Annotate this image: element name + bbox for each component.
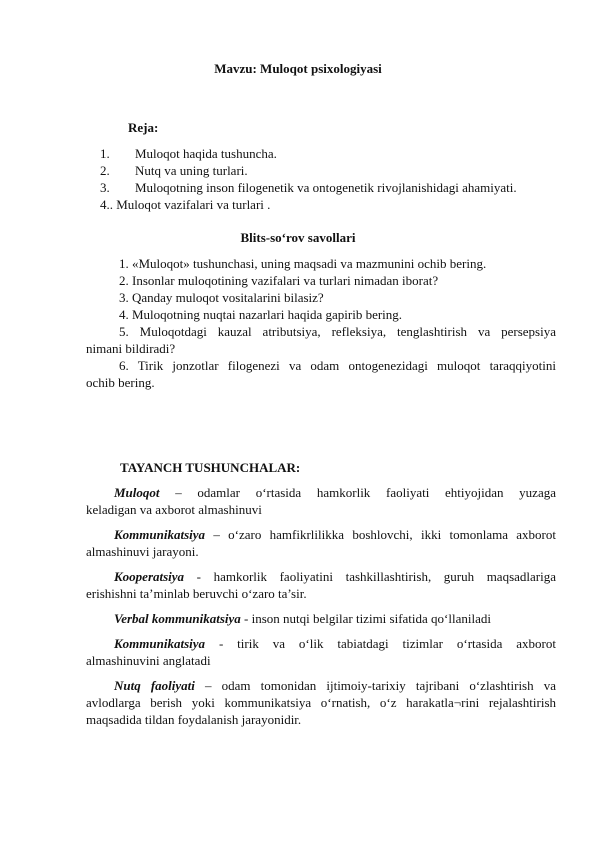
concept-term: Muloqot [114,485,160,500]
concept-definition-cont: almashinuvini anglatadi [86,653,211,668]
concept-term: Verbal kommunikatsiya [114,611,241,626]
question-text: 2. Insonlar muloqotining vazifalari va turlari nimadan iborat? [119,273,439,288]
question-item [86,357,556,391]
concept-item [86,526,556,560]
question-item [86,289,556,306]
concept-definition-cont: maqsadida tildan foydalanish jarayonidir. [86,712,302,727]
concept-definition-cont: almashinuvi jarayoni. [86,544,199,559]
concept-term: Kooperatsiya [114,569,185,584]
concept-item [86,484,556,518]
question-item [86,272,556,289]
concept-term: Kommunikatsiya [114,636,206,651]
plan-item [100,162,560,179]
plan-heading: Reja: [128,120,159,135]
question-text-cont: ochib bering. [86,375,155,390]
concept-definition: – odamlar o‘rtasida hamkorlik faoliyati ehtiyojidan yuzaga [159,485,556,500]
concept-definition: - tirik va o‘lik tabiatdagi tizimlar o‘rtasida axborot [205,636,556,651]
key-concepts-heading: TAYANCH TUSHUNCHALAR: [120,460,301,475]
plan-item-text: Muloqotning inson filogenetik va ontogenetik rivojlanishidagi ahamiyati. [135,180,517,195]
concept-definition: – o‘zaro hamfikrlilikka boshlovchi, ikki tomonlama axborot [205,527,556,542]
question-text-cont: nimani bildiradi? [86,341,176,356]
plan-item [100,145,560,162]
plan-item [100,179,560,196]
concept-definition: - hamkorlik faoliyatini tashkillashtirish, guruh maqsadlariga [184,569,556,584]
concept-item [86,635,556,669]
document-title: Mavzu: Muloqot psixologiyasi [214,61,382,76]
question-text: 6. Tirik jonzotlar filogenezi va odam ontogenezidagi muloqot taraqqiyotini [119,358,556,373]
concept-definition: – odam tomonidan ijtimoiy-tarixiy tajribani o‘zlashtirish va [194,678,556,693]
concept-definition: - inson nutqi belgilar tizimi sifatida qo‘llaniladi [240,611,491,626]
question-text: 5. Muloqotdagi kauzal atributsiya, refleksiya, tenglashtirish va persepsiya [119,324,556,339]
question-text: 4. Muloqotning nuqtai nazarlari haqida gapirib bering. [119,307,403,322]
plan-item-number: 2. [100,163,110,178]
question-item [86,255,556,272]
question-list [86,255,556,391]
concept-definition-cont: keladigan va axborot almashinuvi [86,502,262,517]
concept-term: Nutq faoliyati [114,678,195,693]
concept-item [86,610,556,627]
concept-item [86,677,556,728]
question-item [86,323,556,357]
concept-definition-cont: avlodlarga berish yoki kommunikatsiya o‘rnatish, o‘z harakatla¬rini rejalashtirish [86,695,556,710]
plan-item-number: 3. [100,180,110,195]
blits-heading: Blits-so‘rov savollari [240,230,356,245]
question-text: 3. Qanday muloqot vositalarini bilasiz? [119,290,324,305]
plan-item-text: Muloqot haqida tushuncha. [135,146,277,161]
concept-term: Kommunikatsiya [114,527,206,542]
question-text: 1. «Muloqot» tushunchasi, uning maqsadi va mazmunini ochib bering. [119,256,487,271]
plan-item [100,196,560,213]
plan-list [100,145,560,213]
plan-item-text: 4.. Muloqot vazifalari va turlari . [100,197,271,212]
key-concepts-list [86,484,556,736]
question-item [86,306,556,323]
concept-item [86,568,556,602]
plan-item-number: 1. [100,146,110,161]
plan-item-text: Nutq va uning turlari. [135,163,248,178]
concept-definition-cont: erishishni ta’minlab beruvchi o‘zaro ta’sir. [86,586,307,601]
